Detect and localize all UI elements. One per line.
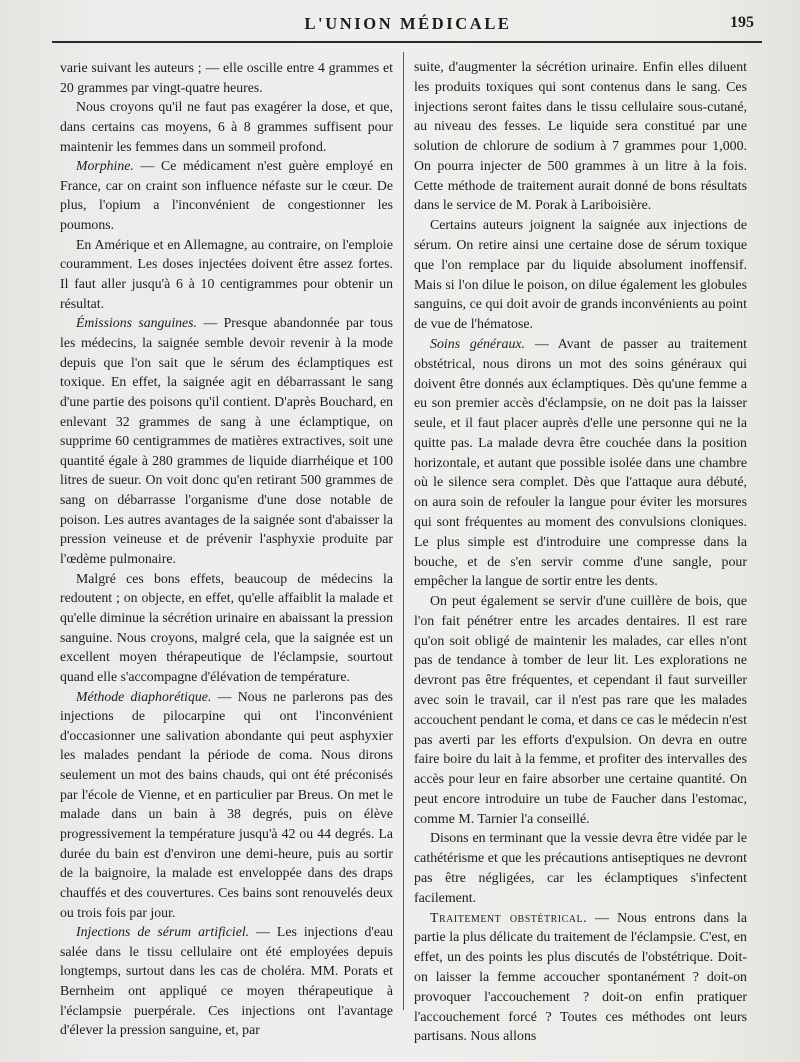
paragraph: Malgré ces bons effets, beaucoup de médecins la redoutent ; on objecte, en effet, qu'elle affaiblit la malade et qu'elle diminue la sécrétion urinaire en abaissant la pression sanguine. Nous croyons, malgré cela, que la saignée est un excellent moyen thérapeutique de l'éclampsie, sourtout quand elle s'accompagne d'élévation de température. bbox=[60, 570, 393, 684]
header-rule bbox=[52, 41, 762, 43]
paragraph: On peut également se servir d'une cuillère de bois, que l'on fait pénétrer entre les arcades dentaires. Il est rare qu'on soit obligé de maintenir les malades, car elles n'ont pas de tendance à tomber de leur lit. Les explorations ne devront pas être fréquentes, et cependant il faut surveiller avec soin le travail, car il n'est pas rare que les malades accouchent pendant le coma, et dans ce cas le médecin n'est pas averti par les efforts d'expulsion. On devra en outre faire boire du lait à la femme, et profiter des intervalles des accès pour leur en faire absorber une certaine quantité. On peut encore introduire un tube de Faucher dans l'estomac, comme M. Tarnier l'a conseillé. bbox=[414, 594, 747, 827]
paragraph-text: — Avant de passer au traitement obstétrical, nous dirons un mot des soins généraux qui doivent être donnés aux éclamptiques. Dès qu'une femme a eu son premier accès d'éclampsie, on ne doit pas la laisser seule, et il faut placer auprès d'elle une personne qui ne la quitte pas. La malade devra être couchée dans la position horizontale, et autant que possible isolée dans une chambre où le silence sera complet. Dès que l'attaque aura débuté, on aura soin de refouler la langue pour éviter les morsures qui sont fréquentes au moment des convulsions cloniques. Le plus simple est d'introduire une compresse dans la bouche, et de s'en servir comme d'une sangle, pour empêcher la langue de sortir entre les dents. bbox=[414, 336, 747, 590]
section-heading-emissions-sanguines: Émissions sanguines. bbox=[76, 315, 197, 331]
section-heading-methode-diaphoretique: Méthode diaphorétique. bbox=[76, 688, 212, 704]
paragraph: Nous croyons qu'il ne faut pas exagérer la dose, et que, dans certains cas moyens, 6 à 8 grammes suffisent pour maintenir les femmes dans un sommeil profond. bbox=[60, 99, 393, 154]
paragraph bbox=[60, 313, 393, 568]
section-heading-soins-generaux: Soins généraux. bbox=[430, 336, 526, 352]
paragraph bbox=[414, 909, 747, 1047]
running-title: L'UNION MÉDICALE bbox=[304, 14, 512, 33]
paragraph: Certains auteurs joignent la saignée aux injections de sérum. On retire ainsi une certaine dose de sérum toxique que l'on remplace par du liquide absolument inoffensif. Mais si l'on dilue le poison, on dilue également les globules sanguins, ce qui doit avoir de grands inconvénients au point de vue de l'hématose. bbox=[414, 218, 747, 333]
left-column bbox=[60, 58, 393, 1040]
right-column bbox=[414, 58, 747, 1047]
page-header bbox=[52, 14, 764, 38]
paragraph-text: — Ce médicament n'est guère employé en France, car on craint son influence néfaste sur le cœur. De plus, l'opium a l'inconvénient de congestionner les poumons. bbox=[60, 158, 393, 233]
section-heading-morphine: Morphine. bbox=[76, 158, 134, 174]
section-heading-injections-serum: Injections de sérum artificiel. bbox=[76, 924, 250, 940]
paragraph bbox=[414, 335, 747, 592]
paragraph-text: — Nous ne parlerons pas des injections de pilocarpine qui ont l'inconvénient d'occasionner une salivation abondante qui peut asphyxier les malades pendant la période de coma. Nous dirons seulement un mot des bains chauds, qui ont été préconisés par l'école de Vienne, et en particulier par Breus. On met le malade dans un bain à 38 degrés, puis on élève progressivement la température jusqu'à 42 ou 44 degrés. La durée du bain est d'environ une demi-heure, puis au sortir de la baignoire, la malade est enveloppée dans des draps chauffés et des couvertures. Ces bains sont renouvelés deux ou trois fois par jour. bbox=[60, 688, 393, 920]
column-separator bbox=[403, 52, 404, 1010]
paragraph: suite, d'augmenter la sécrétion urinaire. Enfin elles diluent les produits toxiques qui sont contenus dans le sang. Ces injections seront faites dans le tissu cellulaire sous-cutané, au niveau des fesses. Le liquide sera constitué par une solution de chlorure de sodium à 7 grammes pour 1,000. On pourra injecter de 500 grammes à un litre à la fois. Cette méthode de traitement aurait donné de bons résultats dans le service de M. Porak à Lariboisière. bbox=[414, 60, 747, 214]
paragraph-text: — Les injections d'eau salée dans le tissu cellulaire ont été employées depuis longtemps, surtout dans les cas de choléra. MM. Porats et Bernheim ont appliqué ce moyen thérapeutique à l'éclampsie puerpérale. Ces injections ont l'avantage d'élever la pression sanguine, et, par bbox=[60, 924, 393, 1038]
paragraph: En Amérique et en Allemagne, au contraire, on l'emploie couramment. Les doses injectées doivent être assez fortes. Il faut aller jusqu'à 6 à 10 centigrammes pour obtenir un résultat. bbox=[60, 236, 393, 311]
paragraph: Disons en terminant que la vessie devra être vidée par le cathétérisme et que les précautions antiseptiques ne devront pas être négligées, car les éclamptiques s'infectent facilement. bbox=[414, 831, 747, 906]
section-heading-traitement-obstetrical: Traitement obstétrical. bbox=[430, 910, 588, 926]
paragraph: varie suivant les auteurs ; — elle oscille entre 4 grammes et 20 grammes par vingt-quatre heures. bbox=[60, 60, 393, 95]
page-number: 195 bbox=[730, 14, 754, 31]
paragraph-text: — Presque abandonnée par tous les médecins, la saignée semble devoir revenir à la mode depuis que l'on sait que le sérum des éclamptiques est toxique. En effet, la saignée agit en débarrassant le sang d'une partie des poisons qu'il contient. D'après Bouchard, en enlevant 32 grammes de sang à une éclamptique, on supprime 60 centigrammes de matières extractives, soit une quantité égale à 280 grammes de liquide diarrhéique et 100 litres de sueur. On voit donc qu'en retirant 500 grammes de sang on débarrasse l'organisme d'une dose notable de poison. Les autres avantages de la saignée sont d'abaisser la pression veineuse et de prévenir l'asphyxie produite par l'œdème pulmonaire. bbox=[60, 315, 393, 567]
paragraph bbox=[60, 687, 393, 923]
paragraph bbox=[60, 156, 393, 235]
paragraph-text: — Nous entrons dans la partie la plus délicate du traitement de l'éclampsie. C'est, en effet, un des points les plus discutés de l'obstétrique. Doit-on laisser la femme accoucher spontanément ? doit-on provoquer l'accouchement ? doit-on enfin pratiquer l'accouchement forcé ? Toutes ces méthodes ont leurs partisans. Nous allons bbox=[414, 910, 747, 1045]
paragraph bbox=[60, 922, 393, 1040]
